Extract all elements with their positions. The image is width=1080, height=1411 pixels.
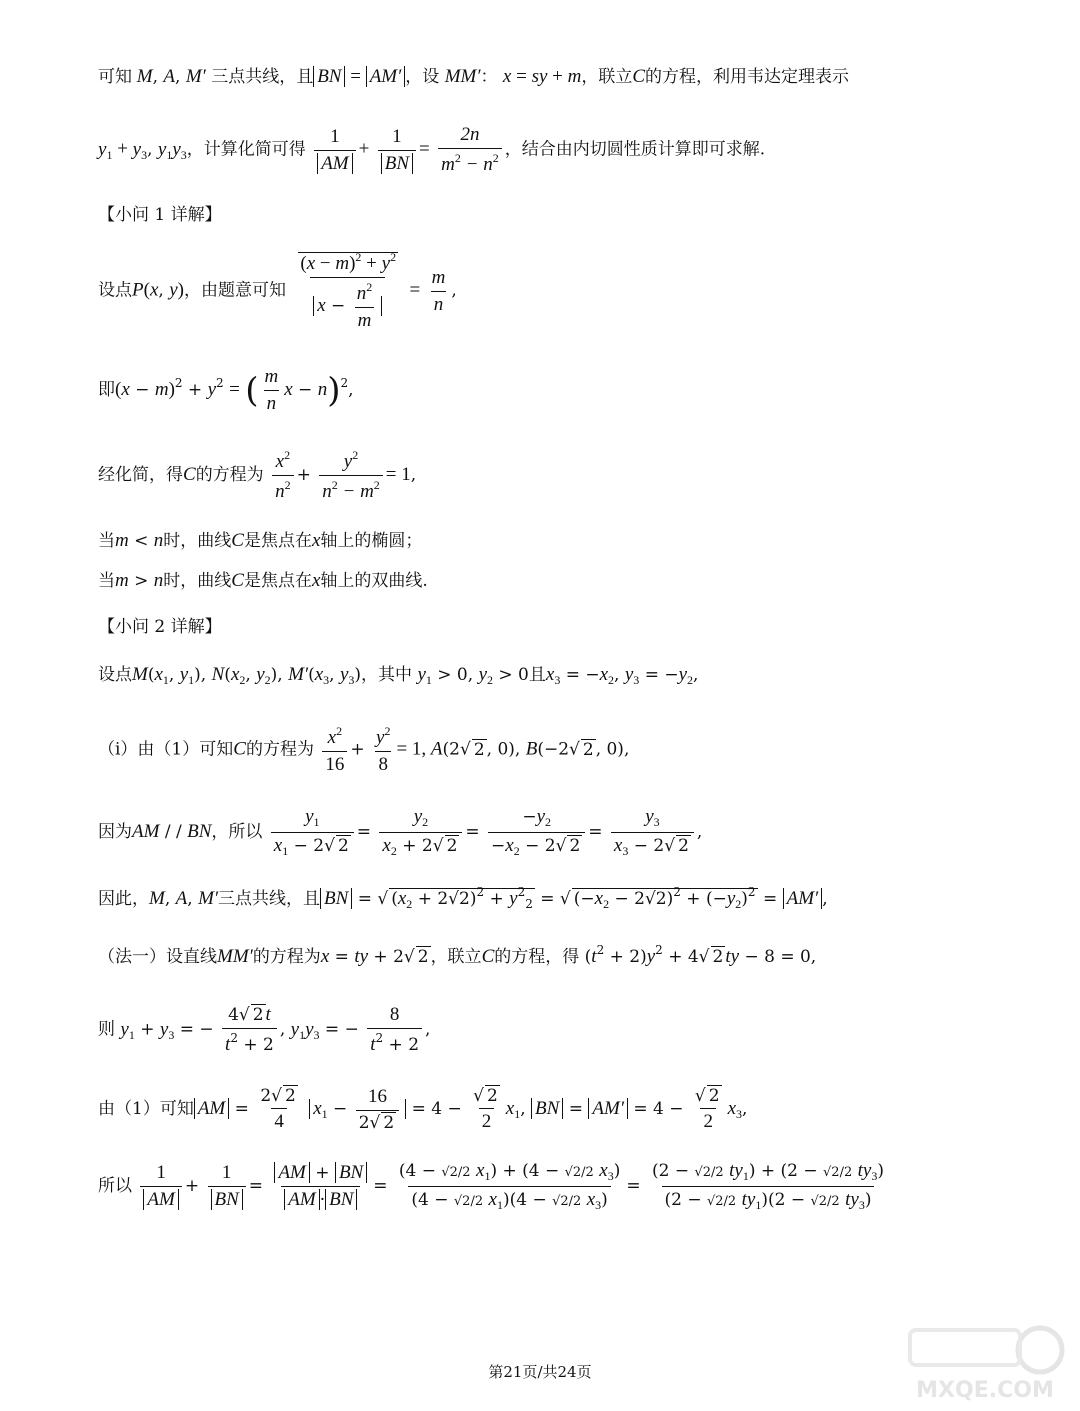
svg-text:MXQE.COM: MXQE.COM — [916, 1378, 1054, 1403]
text-line-15: 所以 $\frac{1}{AM}$ + $\frac{1}{BN}$ = $\frac{AM + BN}{AM \cdot BN}$ = $\frac{(4 - √2/2 x_1) + (4 - √2/2 x_3)}{(4 - √2/2 x_1)(4 - √2/2 x_3)}$ = $\frac{(2 - √2/2 ty_1) + (2 - √2/2 ty_3)}{(2 - √2/2 ty_1)(2 - √2/2 ty_3)}$ — [98, 1160, 884, 1212]
text-line-1: 可知 M, A, M′ 三点共线，且 BN = AM′ ，设 MM′： x = sy + m，联立C的方程，利用韦达定理表示 — [98, 66, 850, 87]
section-heading-2: 【小问 2 详解】 — [98, 617, 222, 637]
watermark-logo — [900, 1315, 1070, 1405]
text-line-4: 即$(x - m)^2 + y^2$ = ( $\frac{m}{n}$ x − n)$^2$, — [98, 366, 354, 414]
text-line-6: 当m < n时，曲线C是焦点在x轴上的椭圆； — [98, 530, 423, 551]
text-line-14: 由（1）可知 AM = $\frac{2√ 2}{4}$ $x_1$ − $\frac{16}{2√ 2}$ = 4 − $\frac{√ 2}{2}$ $x_1$, BN = AM′ = 4 − $\frac{√ 2}{2}$ $x_3$, — [98, 1086, 748, 1133]
text-line-9: （i）由（1）可知C的方程为 $\frac{x^2}{16}$ + $\frac{y^2}{8}$ = 1, A(2√ 2 , 0), B(−2√ 2 , 0), — [98, 724, 630, 775]
text-line-5: 经化简，得C的方程为 $\frac{x^2}{n^2}$ + $\frac{y^2}{n^2 - m^2}$ = 1, — [98, 448, 417, 502]
text-line-10: 因为AM / / BN，所以 $\frac{y_1}{x_1 - 2√ 2}$ = $\frac{y_2}{x_2 + 2√ 2}$ = $\frac{-y_2}{-x_2 - 2√ 2}$ = $\frac{y_3}{x_3 - 2√ 2}$ , — [98, 806, 703, 858]
text-line-7: 当m > n时，曲线C是焦点在x轴上的双曲线. — [98, 570, 428, 591]
text-line-3: 设点P(x, y)，由题意可知 $(x - m)^2 + y^2$ x − $\frac{n^2}{m}$ = $\frac{m}{n}$ , — [98, 250, 457, 331]
text-line-13: 则 $y_1 + y_3$ = − $\frac{4√ 2 t}{t^2 + 2}$ , $y_1y_3$ = − $\frac{8}{t^2 + 2}$ , — [98, 1004, 431, 1055]
text-line-12: （法一）设直线MM′的方程为x = ty + 2√ 2 ，联立C的方程，得 $(t^2 + 2)y^2 + 4√$ 2 ty − 8 = 0, — [98, 943, 817, 967]
text-line-8: 设点$M(x_1$, $y_1$), $N(x_2$, $y_2$), $M'(x_3$, $y_3$)，其中 $y_1 > 0$, $y_2 > 0$且$x_3 = -x_2$, $y_3 = -y_2$, — [98, 664, 699, 687]
text-line-11: 因此，M, A, M′三点共线，且 BN = √ $(x_2 + 2√2)^2 + y^2_2$ = √ $(-x_2 - 2√2)^2 + (-y_2)^2 = AM'$ , — [98, 885, 828, 911]
page-footer: 第21页/共24页 — [488, 1363, 592, 1381]
text-line-2: $y_1 + y_3$, $y_1y_3$，计算化简可得 $\frac{1}{AM}$ + $\frac{1}{BN}$ = $\frac{2n}{m^2 - n^2}$ ，结合由内切圆性质计算即可求解. — [98, 124, 766, 175]
section-heading-1: 【小问 1 详解】 — [98, 205, 222, 225]
